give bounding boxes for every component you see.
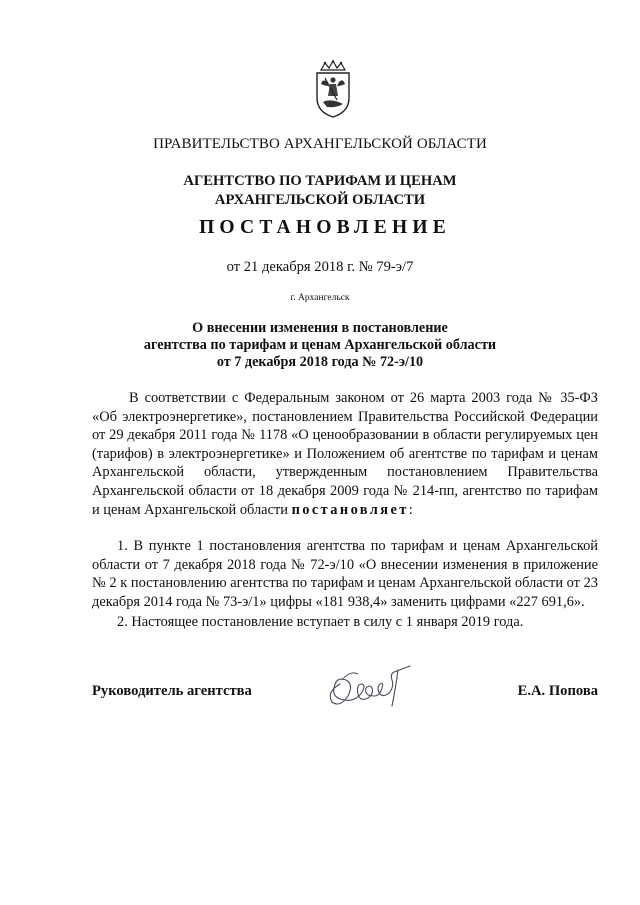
subject-line-3: от 7 декабря 2018 года № 72-э/10 — [216, 354, 424, 370]
preamble-text: В соответствии с Федеральным законом от 26 марта 2003 года № 35-ФЗ «Об электроэнергетике», постановлением Правительства Российской Федерации от 29 декабря 2011 года № 1178 «О ценообразовании в области регулируемых цен (тарифов) в электроэнергетике» и Положением об агентстве по тарифам и ценам Архангельской области, утвержденным постановлением Правительства Архангельской области от 18 декабря 2009 года № 214-пп, агентство по тарифам и ценам Архангельской области — [92, 390, 598, 518]
signatory-title: Руководитель агентства — [92, 683, 252, 699]
date-and-number: от 21 декабря 2018 г. № 79-э/7 — [226, 259, 414, 275]
document-subject — [0, 320, 640, 371]
signatory-name: Е.А. Попова — [517, 683, 598, 699]
document-type-title: ПОСТАНОВЛЕНИЕ — [199, 217, 451, 238]
clause-2-paragraph: 2. Настоящее постановление вступает в силу с 1 января 2019 года. — [117, 614, 524, 630]
coat-of-arms-icon — [313, 60, 353, 118]
resolves-colon: : — [408, 501, 413, 518]
agency-line-2: АРХАНГЕЛЬСКОЙ ОБЛАСТИ — [214, 192, 426, 208]
clause-1-paragraph: 1. В пункте 1 постановления агентства по тарифам и ценам Архангельской области от 7 декабря 2018 года № 72-э/10 «О внесении изменения в приложение № 2 к постановлению агентства по тарифам и ценам Архангельской области от 23 декабря 2014 года № 73-э/1» цифры «181 938,4» заменить цифрами «227 691,6». — [92, 538, 598, 610]
subject-line-1: О внесении изменения в постановление — [192, 320, 448, 336]
government-name: ПРАВИТЕЛЬСТВО АРХАНГЕЛЬСКОЙ ОБЛАСТИ — [153, 136, 487, 152]
subject-line-2: агентства по тарифам и ценам Архангельской области — [143, 337, 497, 353]
city: г. Архангельск — [290, 293, 350, 303]
handwritten-signature-icon — [322, 662, 430, 712]
preamble-paragraph — [92, 389, 598, 519]
agency-line-1: АГЕНТСТВО ПО ТАРИФАМ И ЦЕНАМ — [183, 173, 457, 189]
resolves-word: постановляет — [291, 501, 409, 518]
agency-name — [0, 172, 640, 210]
